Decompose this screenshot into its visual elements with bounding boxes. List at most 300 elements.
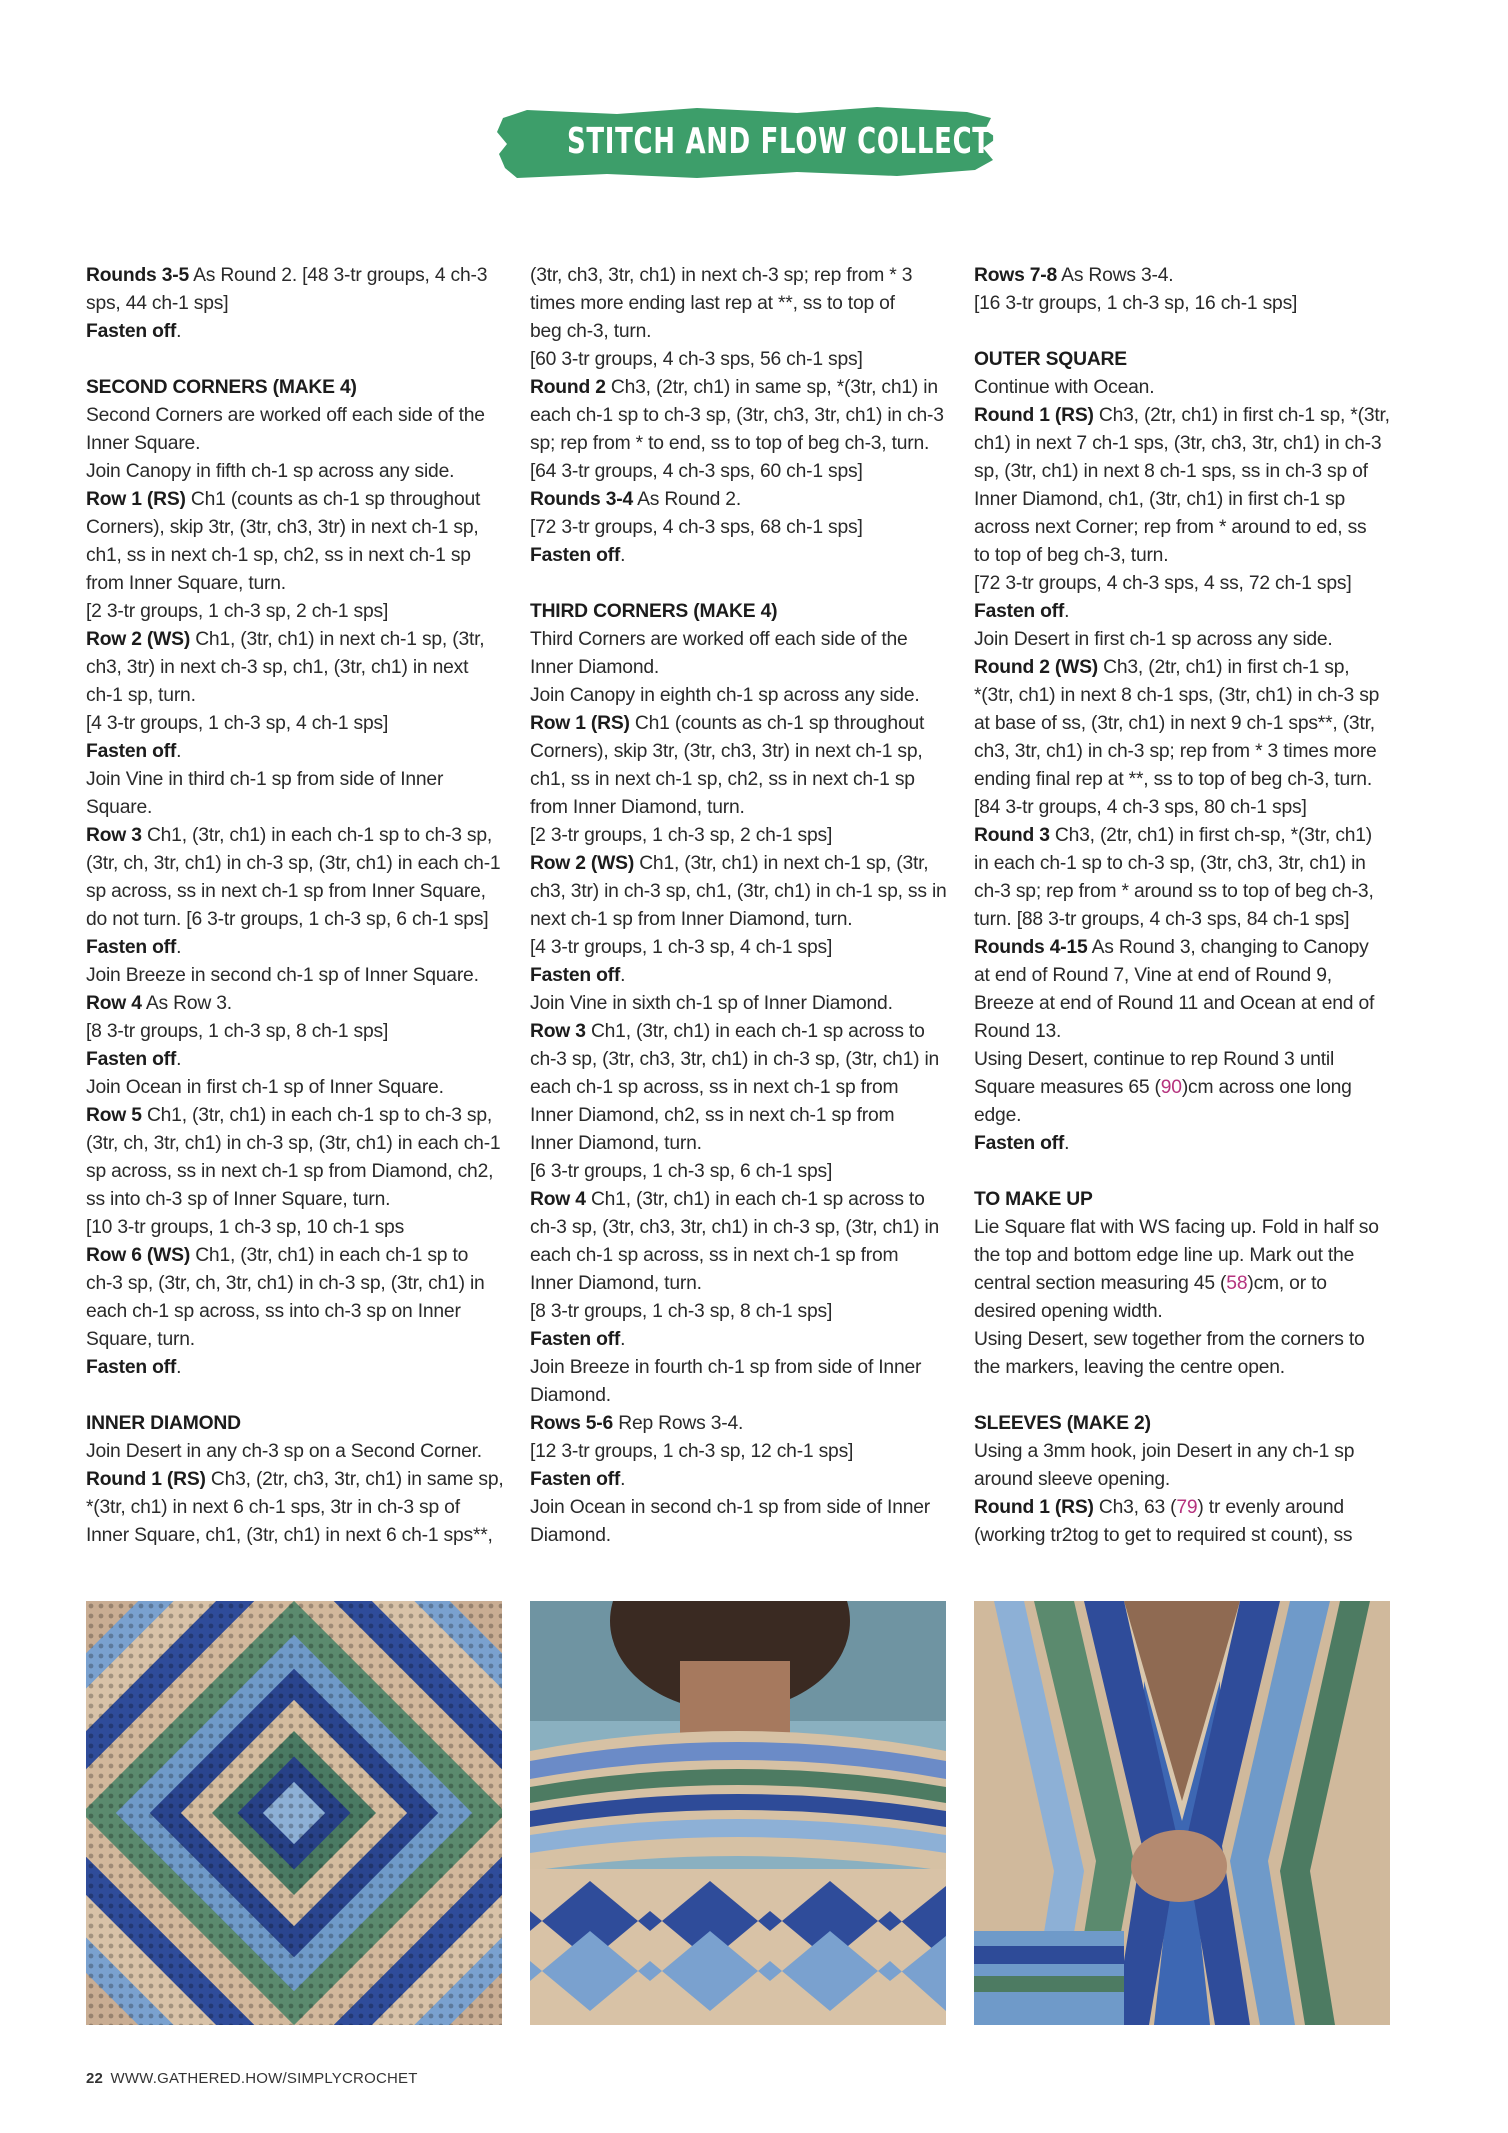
pattern-line (530, 738, 948, 766)
text-run: in each ch-1 sp to ch-3 sp, (3tr, ch3, 3tr, ch1) in (974, 853, 1366, 874)
bold-term: INNER DIAMOND (86, 1413, 241, 1434)
pattern-line (530, 682, 948, 710)
pattern-line (530, 1438, 948, 1466)
text-run: . (176, 1049, 182, 1070)
text-run: Join Vine in third ch-1 sp from side of Inner (86, 769, 444, 790)
pattern-line (86, 766, 504, 794)
pattern-line (530, 794, 948, 822)
bold-term: Row 4 (530, 1189, 586, 1210)
text-run: Inner Diamond. (530, 657, 660, 678)
pattern-line (86, 1298, 504, 1326)
text-run: ch3, 3tr) in ch-3 sp, ch1, (3tr, ch1) in ch-1 sp, ss in (530, 881, 947, 902)
pattern-line (86, 1522, 504, 1550)
bold-term: Rounds 3-5 (86, 265, 189, 286)
pattern-line (974, 1102, 1392, 1130)
pattern-line (974, 878, 1392, 906)
pattern-line (530, 402, 948, 430)
text-run: Square. (86, 797, 153, 818)
text-run: turn. [88 3-tr groups, 4 ch-3 sps, 84 ch-1 sps] (974, 909, 1350, 930)
bold-term: Fasten off (86, 937, 177, 958)
pattern-line (86, 542, 504, 570)
pattern-line (86, 1046, 504, 1074)
text-run: Ch1, (3tr, ch1) in each ch-1 sp across to (585, 1189, 925, 1210)
pattern-line (974, 542, 1392, 570)
text-run: across next Corner; rep from * around to ed, ss (974, 517, 1367, 538)
pattern-line (974, 598, 1392, 626)
text-run: ch-1 sp, turn. (86, 685, 196, 706)
pattern-line (86, 1158, 504, 1186)
text-run: )cm across one long (1181, 1077, 1352, 1098)
text-run: each ch-1 sp across, ss into ch-3 sp on Inner (86, 1301, 461, 1322)
pattern-line (86, 850, 504, 878)
text-run: ch1) in next 7 ch-1 sps, (3tr, ch3, 3tr, ch1) in ch-3 (974, 433, 1382, 454)
text-run: Inner Diamond, ch1, (3tr, ch1) in first ch-1 sp (974, 489, 1346, 510)
bold-term: Row 4 (86, 993, 142, 1014)
pattern-line (86, 1074, 504, 1102)
pattern-line (974, 1410, 1392, 1438)
pattern-line (530, 486, 948, 514)
pattern-line (86, 1494, 504, 1522)
pattern-line (974, 766, 1392, 794)
text-run: ch3, 3tr, ch1) in ch-3 sp; rep from * 3 times more (974, 741, 1377, 762)
text-run: ch-3 sp, (3tr, ch3, 3tr, ch1) in ch-3 sp, (3tr, ch1) in (530, 1217, 940, 1238)
pattern-line (530, 1074, 948, 1102)
text-run: Join Ocean in first ch-1 sp of Inner Square. (86, 1077, 444, 1098)
bold-term: Fasten off (86, 1049, 177, 1070)
header-banner (497, 104, 1047, 180)
text-run: each ch-1 sp across, ss in next ch-1 sp from (530, 1077, 899, 1098)
text-run: ch-3 sp; rep from * around ss to top of beg ch-3, (974, 881, 1374, 902)
text-run: )cm, or to (1247, 1273, 1327, 1294)
pattern-line (974, 906, 1392, 934)
pattern-line (86, 1102, 504, 1130)
pattern-line (974, 1242, 1392, 1270)
text-run: Join Desert in any ch-3 sp on a Second Corner. (86, 1441, 482, 1462)
text-run: [10 3-tr groups, 1 ch-3 sp, 10 ch-1 sps (86, 1217, 405, 1238)
pattern-line (86, 514, 504, 542)
pattern-line (86, 710, 504, 738)
text-run: Square measures 65 ( (974, 1077, 1161, 1098)
pattern-line (530, 1494, 948, 1522)
pattern-line (974, 962, 1392, 990)
footer-url: WWW.GATHERED.HOW/SIMPLYCROCHET (110, 2070, 418, 2087)
pattern-line (530, 822, 948, 850)
text-run: [2 3-tr groups, 1 ch-3 sp, 2 ch-1 sps] (530, 825, 833, 846)
bold-term: Fasten off (530, 1469, 621, 1490)
text-run: Using Desert, sew together from the corners to (974, 1329, 1365, 1350)
pattern-line (530, 1326, 948, 1354)
paragraph-gap (86, 346, 504, 374)
pattern-line (974, 850, 1392, 878)
photo-granny-square-closeup (86, 1601, 502, 2025)
pattern-line (974, 1046, 1392, 1074)
text-run: ch3, 3tr) in next ch-3 sp, ch1, (3tr, ch1) in next (86, 657, 469, 678)
text-run: next ch-1 sp from Inner Diamond, turn. (530, 909, 853, 930)
pattern-line (86, 962, 504, 990)
text-run: sp, (3tr, ch1) in next 8 ch-1 sps, ss in ch-3 sp of (974, 461, 1368, 482)
text-run: Corners), skip 3tr, (3tr, ch3, 3tr) in next ch-1 sp, (530, 741, 923, 762)
text-run: Ch3, (2tr, ch1) in first ch-1 sp, *(3tr, (1093, 405, 1390, 426)
text-run: [16 3-tr groups, 1 ch-3 sp, 16 ch-1 sps] (974, 293, 1298, 314)
pattern-line (86, 598, 504, 626)
pattern-line (86, 1242, 504, 1270)
pattern-line (974, 682, 1392, 710)
pattern-line (86, 906, 504, 934)
text-run: . (620, 965, 626, 986)
pattern-line (86, 262, 504, 290)
text-run: Ch3, (2tr, ch1) in first ch-sp, *(3tr, ch1) (1049, 825, 1373, 846)
text-run: Join Desert in first ch-1 sp across any side. (974, 629, 1333, 650)
text-run: Continue with Ocean. (974, 377, 1155, 398)
pattern-line (974, 458, 1392, 486)
pattern-line (86, 402, 504, 430)
text-run: [6 3-tr groups, 1 ch-3 sp, 6 ch-1 sps] (530, 1161, 833, 1182)
pattern-column-1 (86, 262, 504, 1550)
pattern-line (530, 934, 948, 962)
paragraph-gap (974, 1382, 1392, 1410)
bold-term: Fasten off (530, 1329, 621, 1350)
text-run: ch1, ss in next ch-1 sp, ch2, ss in next ch-1 sp (530, 769, 915, 790)
text-run: [8 3-tr groups, 1 ch-3 sp, 8 ch-1 sps] (530, 1301, 833, 1322)
bold-term: Fasten off (86, 1357, 177, 1378)
pattern-line (530, 1522, 948, 1550)
text-run: [60 3-tr groups, 4 ch-3 sps, 56 ch-1 sps] (530, 349, 863, 370)
pattern-line (530, 262, 948, 290)
bold-term: Fasten off (974, 1133, 1065, 1154)
bold-term: Fasten off (974, 601, 1065, 622)
size-variant: 79 (1176, 1497, 1198, 1518)
pattern-line (974, 346, 1392, 374)
pattern-column-3 (974, 262, 1392, 1550)
pattern-line (530, 766, 948, 794)
text-run: Ch1, (3tr, ch1) in next ch-1 sp, (3tr, (634, 853, 929, 874)
pattern-line (974, 1494, 1392, 1522)
text-run: desired opening width. (974, 1301, 1163, 1322)
text-run: *(3tr, ch1) in next 8 ch-1 sps, (3tr, ch1) in ch-3 sp (974, 685, 1380, 706)
text-run: ending final rep at **, ss to top of beg ch-3, turn. (974, 769, 1372, 790)
text-run: Lie Square flat with WS facing up. Fold in half so (974, 1217, 1379, 1238)
pattern-line (974, 374, 1392, 402)
text-run: Inner Diamond, turn. (530, 1273, 702, 1294)
bold-term: Rounds 4-15 (974, 937, 1088, 958)
bold-term: Round 1 (RS) (974, 405, 1094, 426)
text-run: the markers, leaving the centre open. (974, 1357, 1285, 1378)
text-run: central section measuring 45 ( (974, 1273, 1227, 1294)
text-run: Ch1, (3tr, ch1) in each ch-1 sp across to (585, 1021, 925, 1042)
text-run: Breeze at end of Round 11 and Ocean at end of (974, 993, 1375, 1014)
page-title: STITCH AND FLOW COLLECTION (567, 121, 1047, 162)
bold-term: Row 2 (WS) (530, 853, 635, 874)
pattern-line (86, 794, 504, 822)
text-run: (3tr, ch3, 3tr, ch1) in next ch-3 sp; rep from * 3 (530, 265, 913, 286)
pattern-line (530, 1354, 948, 1382)
bold-term: Rows 5-6 (530, 1413, 614, 1434)
pattern-line (974, 402, 1392, 430)
text-run: sps, 44 ch-1 sps] (86, 293, 229, 314)
bold-term: Row 2 (WS) (86, 629, 191, 650)
pattern-line (974, 570, 1392, 598)
pattern-line (86, 654, 504, 682)
pattern-line (974, 1438, 1392, 1466)
text-run: Inner Diamond, turn. (530, 1133, 702, 1154)
pattern-line (974, 934, 1392, 962)
pattern-line (530, 1214, 948, 1242)
bold-term: Fasten off (86, 321, 177, 342)
paragraph-gap (86, 1382, 504, 1410)
text-run: . (620, 1469, 626, 1490)
pattern-line (974, 1298, 1392, 1326)
pattern-line (530, 1298, 948, 1326)
text-run: Rep Rows 3-4. (613, 1413, 744, 1434)
pattern-line (530, 598, 948, 626)
pattern-line (86, 1410, 504, 1438)
text-run: Diamond. (530, 1525, 611, 1546)
text-run: ss into ch-3 sp of Inner Square, turn. (86, 1189, 391, 1210)
pattern-line (530, 1130, 948, 1158)
pattern-line (86, 1466, 504, 1494)
pattern-line (86, 626, 504, 654)
text-run: sp across, ss in next ch-1 sp from Diamond, ch2, (86, 1161, 494, 1182)
text-run: times more ending last rep at **, ss to top of (530, 293, 895, 314)
text-run: *(3tr, ch1) in next 6 ch-1 sps, 3tr in ch-3 sp of (86, 1497, 460, 1518)
pattern-line (86, 822, 504, 850)
pattern-line (530, 1466, 948, 1494)
text-run: Ch3, 63 ( (1093, 1497, 1177, 1518)
pattern-line (530, 990, 948, 1018)
pattern-line (974, 1466, 1392, 1494)
text-run: ch1, ss in next ch-1 sp, ch2, ss in next ch-1 sp (86, 545, 471, 566)
text-run: Using a 3mm hook, join Desert in any ch-1 sp (974, 1441, 1355, 1462)
pattern-line (530, 1270, 948, 1298)
pattern-line (974, 626, 1392, 654)
pattern-line (530, 710, 948, 738)
bold-term: Fasten off (530, 545, 621, 566)
text-run: (3tr, ch, 3tr, ch1) in ch-3 sp, (3tr, ch1) in each ch-1 (86, 853, 501, 874)
bold-term: Round 2 (530, 377, 606, 398)
pattern-column-2 (530, 262, 948, 1550)
bold-term: Round 1 (RS) (974, 1497, 1094, 1518)
paragraph-gap (530, 570, 948, 598)
text-run: . (176, 321, 182, 342)
pattern-line (86, 290, 504, 318)
pattern-line (530, 1186, 948, 1214)
text-run: Join Vine in sixth ch-1 sp of Inner Diamond. (530, 993, 893, 1014)
bold-term: Round 3 (974, 825, 1050, 846)
pattern-line (974, 1354, 1392, 1382)
text-run: Ch1, (3tr, ch1) in each ch-1 sp to (190, 1245, 469, 1266)
pattern-line (974, 1018, 1392, 1046)
bold-term: Round 1 (RS) (86, 1469, 206, 1490)
text-run: . (620, 545, 626, 566)
text-run: Second Corners are worked off each side of the (86, 405, 485, 426)
text-run: Join Canopy in fifth ch-1 sp across any side. (86, 461, 455, 482)
text-run: Square, turn. (86, 1329, 195, 1350)
pattern-line (530, 514, 948, 542)
text-run: around sleeve opening. (974, 1469, 1171, 1490)
text-run: [64 3-tr groups, 4 ch-3 sps, 60 ch-1 sps] (530, 461, 863, 482)
pattern-line (86, 738, 504, 766)
text-run: Ch3, (2tr, ch1) in first ch-1 sp, (1097, 657, 1350, 678)
pattern-line (530, 654, 948, 682)
pattern-line (974, 1270, 1392, 1298)
pattern-line (530, 1410, 948, 1438)
text-run: Corners), skip 3tr, (3tr, ch3, 3tr) in next ch-1 sp, (86, 517, 479, 538)
text-run: ch-3 sp, (3tr, ch3, 3tr, ch1) in ch-3 sp, (3tr, ch1) in (530, 1049, 940, 1070)
text-run: As Round 2. [48 3-tr groups, 4 ch-3 (188, 265, 488, 286)
pattern-line (974, 514, 1392, 542)
pattern-line (86, 1354, 504, 1382)
bold-term: Fasten off (86, 741, 177, 762)
text-run: As Rows 3-4. (1057, 265, 1174, 286)
text-run: at end of Round 7, Vine at end of Round 9, (974, 965, 1332, 986)
pattern-line (86, 1326, 504, 1354)
pattern-line (974, 262, 1392, 290)
pattern-line (974, 1326, 1392, 1354)
pattern-line (530, 1102, 948, 1130)
pattern-line (86, 1438, 504, 1466)
text-run: (working tr2tog to get to required st count), ss (974, 1525, 1353, 1546)
page-footer (86, 2070, 418, 2087)
text-run: edge. (974, 1105, 1022, 1126)
text-run: [72 3-tr groups, 4 ch-3 sps, 4 ss, 72 ch-1 sps] (974, 573, 1352, 594)
pattern-line (86, 318, 504, 346)
text-run: to top of beg ch-3, turn. (974, 545, 1169, 566)
size-variant: 58 (1226, 1273, 1248, 1294)
text-run: (3tr, ch, 3tr, ch1) in ch-3 sp, (3tr, ch1) in each ch-1 (86, 1133, 501, 1154)
pattern-line (86, 570, 504, 598)
pattern-line (86, 458, 504, 486)
text-run: ch-3 sp, (3tr, ch, 3tr, ch1) in ch-3 sp, (3tr, ch1) in (86, 1273, 485, 1294)
pattern-line (530, 290, 948, 318)
pattern-line (530, 850, 948, 878)
pattern-line (530, 1242, 948, 1270)
page-number: 22 (86, 2070, 104, 2087)
text-run: As Round 3, changing to Canopy (1087, 937, 1369, 958)
pattern-line (530, 374, 948, 402)
bold-term: Row 6 (WS) (86, 1245, 191, 1266)
text-run: Third Corners are worked off each side of the (530, 629, 908, 650)
pattern-line (86, 990, 504, 1018)
pattern-line (530, 458, 948, 486)
text-run: Using Desert, continue to rep Round 3 until (974, 1049, 1335, 1070)
text-run: Join Breeze in fourth ch-1 sp from side of Inner (530, 1357, 922, 1378)
text-run: Ch1, (3tr, ch1) in each ch-1 sp to ch-3 sp, (141, 825, 493, 846)
text-run: Round 13. (974, 1021, 1062, 1042)
text-run: [12 3-tr groups, 1 ch-3 sp, 12 ch-1 sps] (530, 1441, 854, 1462)
text-run: from Inner Diamond, turn. (530, 797, 745, 818)
pattern-line (974, 654, 1392, 682)
pattern-line (86, 878, 504, 906)
pattern-line (974, 738, 1392, 766)
pattern-line (974, 1074, 1392, 1102)
pattern-line (530, 430, 948, 458)
text-run: [72 3-tr groups, 4 ch-3 sps, 68 ch-1 sps] (530, 517, 863, 538)
pattern-line (530, 1046, 948, 1074)
text-run: the top and bottom edge line up. Mark out the (974, 1245, 1355, 1266)
text-run: As Row 3. (141, 993, 232, 1014)
text-run: ) tr evenly around (1197, 1497, 1344, 1518)
text-run: [84 3-tr groups, 4 ch-3 sps, 80 ch-1 sps] (974, 797, 1307, 818)
pattern-line (86, 934, 504, 962)
pattern-line (86, 1214, 504, 1242)
pattern-line (974, 990, 1392, 1018)
text-run: Ch1, (3tr, ch1) in next ch-1 sp, (3tr, (190, 629, 485, 650)
pattern-line (974, 290, 1392, 318)
pattern-line (974, 1214, 1392, 1242)
text-run: Inner Diamond, ch2, ss in next ch-1 sp from (530, 1105, 895, 1126)
bold-term: Round 2 (WS) (974, 657, 1098, 678)
text-run: As Round 2. (632, 489, 741, 510)
text-run: . (176, 937, 182, 958)
pattern-line (530, 1382, 948, 1410)
text-run: Ch3, (2tr, ch3, 3tr, ch1) in same sp, (205, 1469, 504, 1490)
text-run: Join Ocean in second ch-1 sp from side of Inner (530, 1497, 931, 1518)
text-run: Diamond. (530, 1385, 611, 1406)
photo-ribbed-collar-back (530, 1601, 946, 2025)
text-run: [2 3-tr groups, 1 ch-3 sp, 2 ch-1 sps] (86, 601, 389, 622)
text-run: at base of ss, (3tr, ch1) in next 9 ch-1 sps**, (3tr, (974, 713, 1375, 734)
text-run: Inner Square. (86, 433, 201, 454)
text-run: [4 3-tr groups, 1 ch-3 sp, 4 ch-1 sps] (530, 937, 833, 958)
text-run: Ch1, (3tr, ch1) in each ch-1 sp to ch-3 sp, (141, 1105, 493, 1126)
pattern-line (974, 1186, 1392, 1214)
text-run: sp; rep from * to end, ss to top of beg ch-3, turn. (530, 433, 930, 454)
pattern-line (974, 794, 1392, 822)
pattern-line (86, 682, 504, 710)
text-run: beg ch-3, turn. (530, 321, 652, 342)
pattern-line (974, 1130, 1392, 1158)
paragraph-gap (974, 1158, 1392, 1186)
pattern-line (530, 962, 948, 990)
pattern-line (86, 430, 504, 458)
text-run: . (1064, 1133, 1070, 1154)
text-run: Inner Square, ch1, (3tr, ch1) in next 6 ch-1 sps**, (86, 1525, 493, 1546)
pattern-line (530, 878, 948, 906)
bold-term: Row 1 (RS) (530, 713, 630, 734)
text-run: each ch-1 sp across, ss in next ch-1 sp from (530, 1245, 899, 1266)
pattern-line (86, 1270, 504, 1298)
text-run: Ch1 (counts as ch-1 sp throughout (185, 489, 481, 510)
text-run: Join Breeze in second ch-1 sp of Inner Square. (86, 965, 479, 986)
text-run: Ch1 (counts as ch-1 sp throughout (629, 713, 925, 734)
pattern-line (530, 346, 948, 374)
text-run: . (176, 1357, 182, 1378)
pattern-line (530, 626, 948, 654)
bold-term: Rounds 3-4 (530, 489, 633, 510)
text-run: Join Canopy in eighth ch-1 sp across any side. (530, 685, 920, 706)
text-run: [4 3-tr groups, 1 ch-3 sp, 4 ch-1 sps] (86, 713, 389, 734)
size-variant: 90 (1160, 1077, 1182, 1098)
bold-term: Row 1 (RS) (86, 489, 186, 510)
text-run: . (620, 1329, 626, 1350)
bold-term: SLEEVES (MAKE 2) (974, 1413, 1151, 1434)
photo-wrap-front (974, 1601, 1390, 2025)
pattern-line (86, 1130, 504, 1158)
text-run: Ch3, (2tr, ch1) in same sp, *(3tr, ch1) in (605, 377, 938, 398)
text-run: . (176, 741, 182, 762)
text-run: do not turn. [6 3-tr groups, 1 ch-3 sp, 6 ch-1 sps] (86, 909, 489, 930)
pattern-line (530, 1018, 948, 1046)
bold-term: Row 3 (86, 825, 142, 846)
pattern-line (974, 822, 1392, 850)
pattern-line (86, 1018, 504, 1046)
pattern-line (974, 486, 1392, 514)
text-run: each ch-1 sp to ch-3 sp, (3tr, ch3, 3tr, ch1) in ch-3 (530, 405, 944, 426)
bold-term: Fasten off (530, 965, 621, 986)
pattern-line (86, 486, 504, 514)
pattern-line (530, 1158, 948, 1186)
text-run: . (1064, 601, 1070, 622)
